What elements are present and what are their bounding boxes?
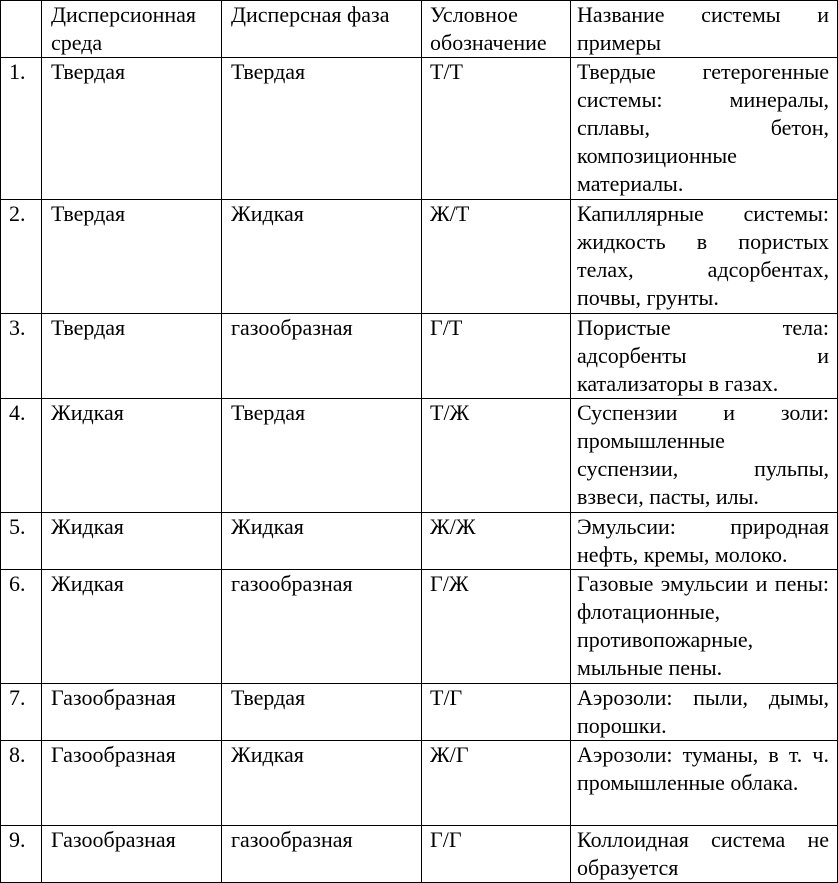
- row-medium: Жидкая: [42, 399, 222, 513]
- row-description: Газовые эмульсии и пены: флотационные, противопожарные, мыльные пены.: [571, 570, 838, 684]
- row-number: 2.: [1, 200, 42, 314]
- row-number: 8.: [1, 741, 42, 826]
- header-system-name: Название системы и примеры: [571, 1, 838, 58]
- table-row: [1, 741, 838, 826]
- row-notation: Г/Г: [422, 826, 571, 883]
- header-dispersed-phase: Дисперсная фаза: [222, 1, 422, 58]
- header-dispersion-medium: Дисперсионная среда: [42, 1, 222, 58]
- row-number: 5.: [1, 513, 42, 570]
- table-row: [1, 684, 838, 741]
- row-phase: газообразная: [222, 570, 422, 684]
- table-row: [1, 826, 838, 883]
- row-description: Аэрозоли: туманы, в т. ч. промышленные облака.: [571, 741, 838, 826]
- row-phase: газообразная: [222, 314, 422, 399]
- row-phase: Твердая: [222, 684, 422, 741]
- header-notation: Условное обозначение: [422, 1, 571, 58]
- row-notation: Г/Ж: [422, 570, 571, 684]
- row-description: Суспензии и золи: промышленные суспензии, пульпы, взвеси, пасты, илы.: [571, 399, 838, 513]
- table-row: [1, 513, 838, 570]
- row-number: 4.: [1, 399, 42, 513]
- row-notation: Т/Ж: [422, 399, 571, 513]
- row-description: Твердые гетерогенные системы: минералы, сплавы, бетон, композиционные материалы.: [571, 58, 838, 200]
- row-medium: Жидкая: [42, 570, 222, 684]
- row-phase: Жидкая: [222, 513, 422, 570]
- row-medium: Твердая: [42, 314, 222, 399]
- row-description: Коллоидная система не образуется: [571, 826, 838, 883]
- table-row: [1, 314, 838, 399]
- row-notation: Ж/Г: [422, 741, 571, 826]
- row-medium: Газообразная: [42, 684, 222, 741]
- row-phase: газообразная: [222, 826, 422, 883]
- row-phase: Жидкая: [222, 741, 422, 826]
- row-description: Аэрозоли: пыли, дымы, порошки.: [571, 684, 838, 741]
- row-phase: Твердая: [222, 399, 422, 513]
- row-notation: Ж/Ж: [422, 513, 571, 570]
- row-medium: Твердая: [42, 58, 222, 200]
- row-number: 3.: [1, 314, 42, 399]
- table-row: [1, 58, 838, 200]
- row-phase: Твердая: [222, 58, 422, 200]
- row-medium: Твердая: [42, 200, 222, 314]
- table-row: [1, 200, 838, 314]
- row-description: Капиллярные системы: жидкость в пористых телах, адсорбентах, почвы, грунты.: [571, 200, 838, 314]
- row-number: 6.: [1, 570, 42, 684]
- row-medium: Газообразная: [42, 826, 222, 883]
- table-row: [1, 399, 838, 513]
- row-description: Эмульсии: природная нефть, кремы, молоко.: [571, 513, 838, 570]
- row-number: 9.: [1, 826, 42, 883]
- row-medium: Жидкая: [42, 513, 222, 570]
- row-notation: Г/Т: [422, 314, 571, 399]
- row-description: Пористые тела: адсорбенты и катализаторы в газах.: [571, 314, 838, 399]
- row-phase: Жидкая: [222, 200, 422, 314]
- row-notation: Т/Т: [422, 58, 571, 200]
- table-row: [1, 570, 838, 684]
- table-header-row: [1, 1, 838, 58]
- row-notation: Т/Г: [422, 684, 571, 741]
- row-notation: Ж/Т: [422, 200, 571, 314]
- row-number: 1.: [1, 58, 42, 200]
- row-number: 7.: [1, 684, 42, 741]
- row-medium: Газообразная: [42, 741, 222, 826]
- header-number: [1, 1, 42, 58]
